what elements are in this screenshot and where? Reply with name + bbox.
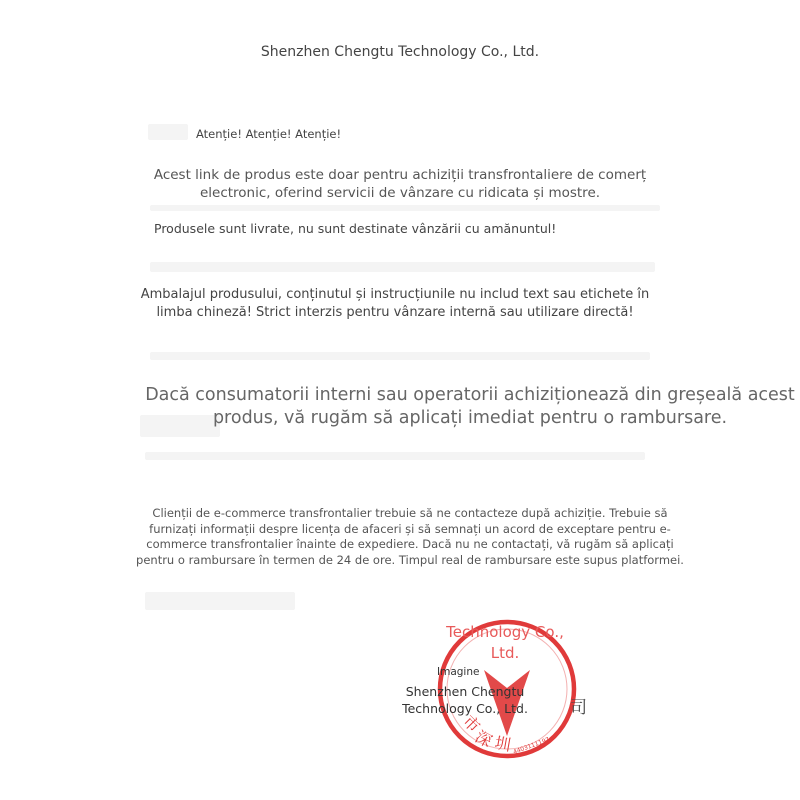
ghost-text-block — [148, 124, 188, 140]
notice-paragraph-2: Produsele sunt livrate, nu sunt destinate vânzării cu amănuntul! — [154, 221, 557, 236]
stamp-overlay-text: Technology Co., Ltd. — [446, 623, 564, 662]
company-name-bottom: Shenzhen Chengtu Technology Co., Ltd. — [402, 684, 528, 716]
ghost-text-block — [150, 205, 660, 211]
company-header: Shenzhen Chengtu Technology Co., Ltd. — [260, 44, 540, 60]
ghost-text-block — [150, 262, 655, 272]
notice-paragraph-5: Clienții de e-commerce transfrontalier trebuie să ne contacteze după achiziție. Trebuie să furnizați informații despre licența de afaceri și să semnați un acord de exceptare pentru e-commerce transfrontalier înainte de expediere. Dacă nu ne contactați, vă rugăm să aplicați pentru o rambursare în termen de 24 de ore. Timpul real de rambursare este supus platformei. — [136, 506, 684, 567]
side-mark: 司 — [570, 698, 587, 718]
image-label: Imagine — [437, 666, 480, 678]
ghost-text-block — [145, 592, 295, 610]
notice-paragraph-4: Dacă consumatorii interni sau operatorii achiziționează din greșeală acest produs, vă rugăm să aplicați imediat pentru o rambursare. — [145, 385, 795, 428]
svg-text:深: 深 — [472, 726, 496, 752]
ghost-text-block — [150, 352, 650, 360]
svg-text:圳: 圳 — [493, 733, 513, 755]
ghost-text-block — [145, 452, 645, 460]
notice-paragraph-3: Ambalajul produsului, conținutul și instrucțiunile nu includ text sau etichete în limba chineză! Strict interzis pentru vânzare internă sau utilizare directă! — [140, 287, 650, 320]
notice-paragraph-1: Acest link de produs este doar pentru achiziții transfrontaliere de comerț electronic, oferind servicii de vânzare cu ridicata și mostre. — [153, 167, 647, 201]
notice-title: Atenție! Atenție! Atenție! — [196, 127, 342, 141]
svg-text:市: 市 — [459, 711, 484, 737]
svg-text:4403111197: 4403111197 — [512, 736, 551, 756]
